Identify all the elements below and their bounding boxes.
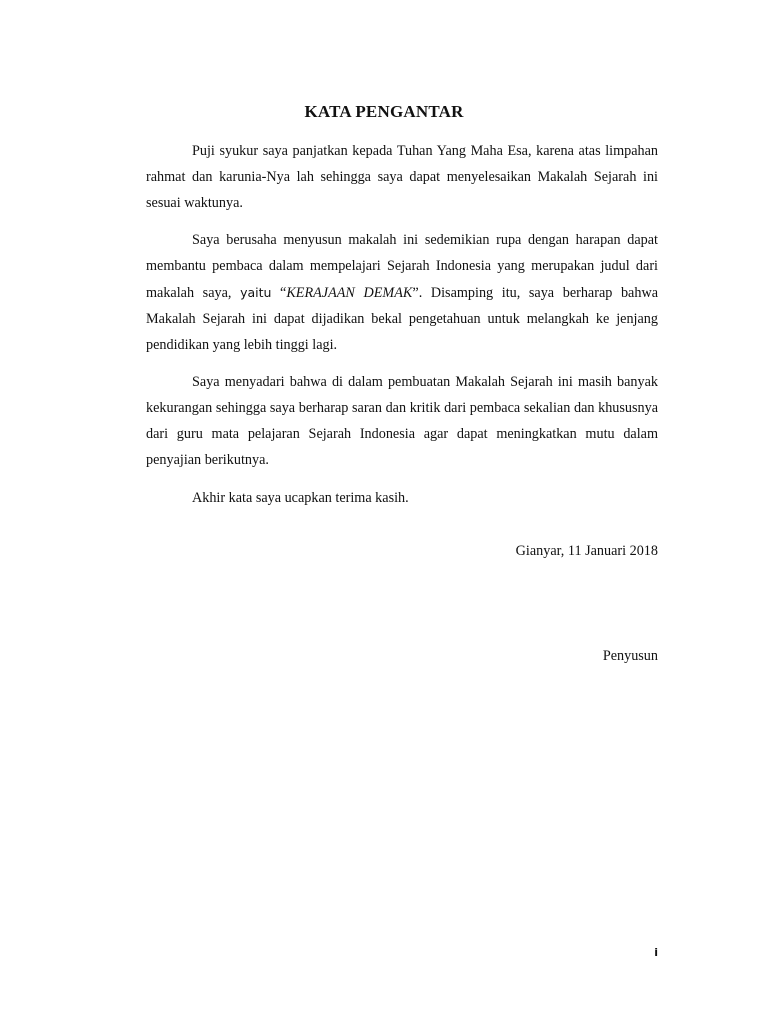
signature-label: Penyusun xyxy=(602,648,658,664)
paragraph-2-open-quote: “ xyxy=(271,284,287,301)
paragraph-2-yaitu: yaitu xyxy=(240,284,272,300)
paragraph-2 xyxy=(146,228,658,358)
page-title: KATA PENGANTAR xyxy=(304,102,464,121)
paragraph-2-before: Saya berusaha menyusun makalah ini sedemikian rupa dengan harapan dapat membantu pembaca dalam mempelajari Sejarah Indonesia yang merupakan judul dari makalah saya, xyxy=(146,232,658,301)
paragraph-3: Saya menyadari bahwa di dalam pembuatan Makalah Sejarah ini masih banyak kekurangan sehingga saya berharap saran dan kritik dari pembaca sekalian dan khususnya dari guru mata pelajaran Sejarah Indonesia agar dapat meningkatkan mutu dalam penyajian berikutnya. xyxy=(146,374,658,468)
paragraph-2-after: . Disamping itu, saya berharap bahwa Makalah Sejarah ini dapat dijadikan bekal pengetahuan untuk melangkah ke jenjang pendidikan yang lebih tinggi lagi. xyxy=(146,284,658,353)
paragraph-4: Akhir kata saya ucapkan terima kasih. xyxy=(192,489,409,506)
paragraph-1: Puji syukur saya panjatkan kepada Tuhan Yang Maha Esa, karena atas limpahan rahmat dan karunia-Nya lah sehingga saya dapat menyelesaikan Makalah Sejarah ini sesuai waktunya. xyxy=(146,143,658,211)
paragraph-2-title: KERAJAAN DEMAK xyxy=(286,284,413,301)
place-date: Gianyar, 11 Januari 2018 xyxy=(515,543,658,559)
page-number: i xyxy=(654,946,658,959)
paragraph-2-close-quote: ” xyxy=(412,284,419,301)
body-text xyxy=(146,139,658,523)
